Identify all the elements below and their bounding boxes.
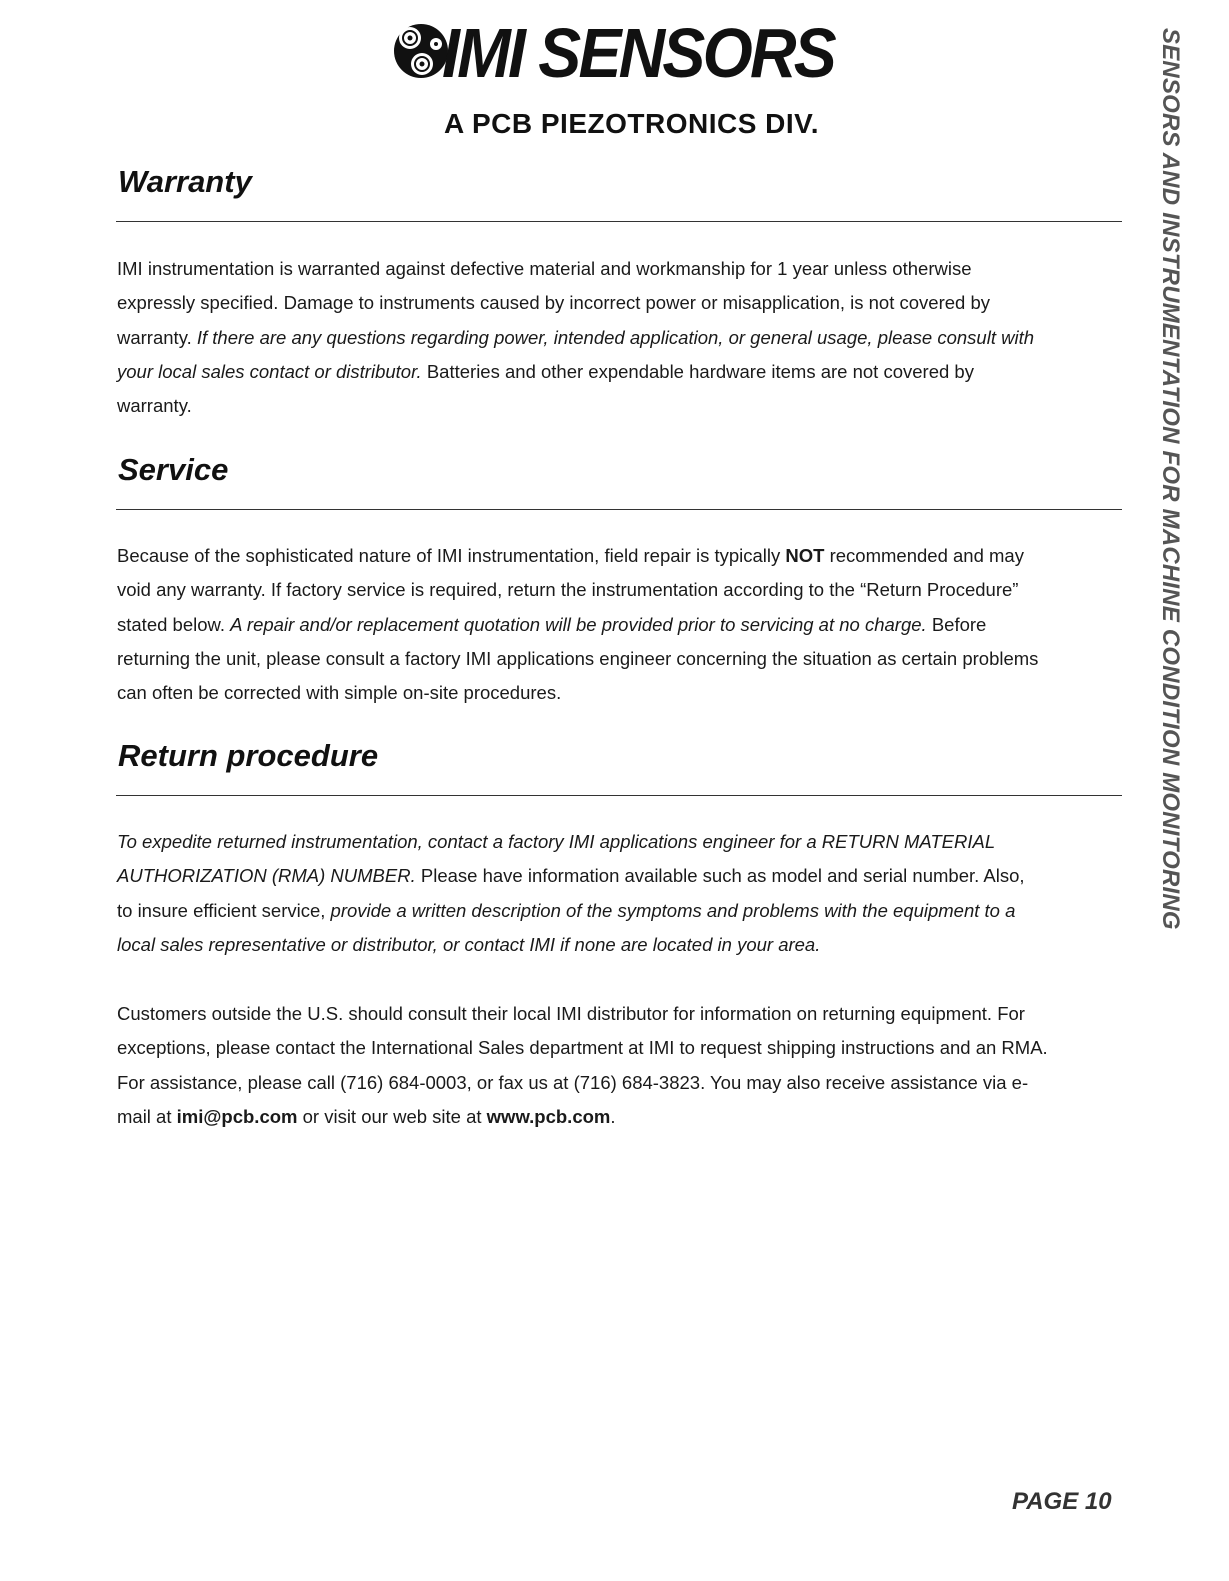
- text-line: [117, 676, 1117, 710]
- text-run: recommended and may: [824, 545, 1024, 566]
- text-run: provide a written description of the symptoms and problems with the equipment to a: [330, 899, 1016, 921]
- text-line: [117, 894, 1117, 928]
- text-run: IMI instrumentation is warranted against defective material and workmanship for 1 year unless otherwise: [117, 258, 972, 279]
- logo-wordmark: IMI SENSORS: [442, 14, 834, 92]
- text-run: or visit our web site at: [297, 1105, 487, 1127]
- text-line: [117, 1031, 1117, 1065]
- service-divider: [116, 509, 1122, 510]
- return-procedure-divider: [116, 795, 1122, 796]
- text-line: [117, 389, 1117, 423]
- text-line: [117, 1100, 1117, 1134]
- text-run: expressly specified. Damage to instruments caused by incorrect power or misapplication, is not covered by: [117, 292, 990, 314]
- text-line: [117, 825, 1117, 859]
- warranty-paragraph: [117, 252, 1117, 423]
- text-run: For assistance, please call (716) 684-0003, or fax us at (716) 684-3823. You may also receive assistance via e-: [117, 1071, 1029, 1093]
- text-run: can often be corrected with simple on-site procedures.: [117, 682, 562, 704]
- text-run: Because of the sophisticated nature of IMI instrumentation, field repair is typically: [117, 545, 786, 566]
- company-logo: [392, 14, 862, 145]
- text-line: [117, 252, 1117, 286]
- text-run: Customers outside the U.S. should consult their local IMI distributor for information on returning equipment. For: [117, 1003, 1025, 1024]
- text-line: [117, 928, 1117, 962]
- text-line: [117, 321, 1117, 355]
- text-line: [117, 539, 1117, 573]
- text-line: [117, 859, 1117, 893]
- text-run: A repair and/or replacement quotation will be provided prior to servicing at no charge.: [230, 613, 927, 635]
- text-run: stated below.: [117, 613, 231, 635]
- logo-subtitle: A PCB PIEZOTRONICS DIV.: [444, 108, 820, 139]
- service-paragraph: [117, 539, 1117, 710]
- text-run: AUTHORIZATION (RMA) NUMBER.: [117, 865, 416, 887]
- text-line: [117, 608, 1117, 642]
- text-run: Before: [926, 613, 987, 635]
- side-banner: [1150, 28, 1190, 998]
- text-line: [117, 1066, 1117, 1100]
- text-run: To expedite returned instrumentation, contact a factory IMI applications engineer for a RETURN MATERIAL: [117, 831, 996, 852]
- text-run: your local sales contact or distributor.: [117, 360, 422, 382]
- text-run: warranty.: [117, 326, 197, 348]
- text-run: exceptions, please contact the International Sales department at IMI to request shipping instructions and an RMA.: [117, 1037, 1048, 1059]
- text-run: www.pcb.com: [486, 1105, 611, 1127]
- return-procedure-heading: Return procedure: [118, 738, 379, 773]
- text-run: mail at: [117, 1105, 177, 1127]
- text-run: NOT: [785, 545, 825, 566]
- text-line: [117, 355, 1117, 389]
- text-run: local sales representative or distributor, or contact IMI if none are located in your area.: [117, 933, 821, 955]
- return-procedure-paragraph: [117, 825, 1117, 962]
- warranty-heading: Warranty: [118, 164, 252, 199]
- text-run: to insure efficient service,: [117, 899, 331, 921]
- text-line: [117, 286, 1117, 320]
- text-line: [117, 573, 1117, 607]
- service-heading: Service: [118, 452, 229, 487]
- international-returns-paragraph: [117, 997, 1117, 1134]
- text-line: [117, 642, 1117, 676]
- side-banner-text: SENSORS AND INSTRUMENTATION FOR MACHINE CONDITION MONITORING: [1157, 28, 1184, 930]
- text-run: imi@pcb.com: [176, 1105, 298, 1127]
- text-run: returning the unit, please consult a factory IMI applications engineer concerning the situation as certain problems: [117, 647, 1039, 669]
- text-run: Batteries and other expendable hardware items are not covered by: [421, 360, 974, 382]
- text-line: [117, 997, 1117, 1031]
- text-run: .: [610, 1105, 616, 1127]
- text-run: If there are any questions regarding power, intended application, or general usage, please consult with: [196, 326, 1035, 348]
- text-run: Please have information available such as model and serial number. Also,: [415, 865, 1025, 887]
- warranty-divider: [116, 221, 1122, 222]
- text-run: warranty.: [117, 395, 192, 417]
- text-run: void any warranty. If factory service is required, return the instrumentation according to the “Return Procedure”: [117, 579, 1019, 601]
- page-number: PAGE 10: [1012, 1488, 1112, 1515]
